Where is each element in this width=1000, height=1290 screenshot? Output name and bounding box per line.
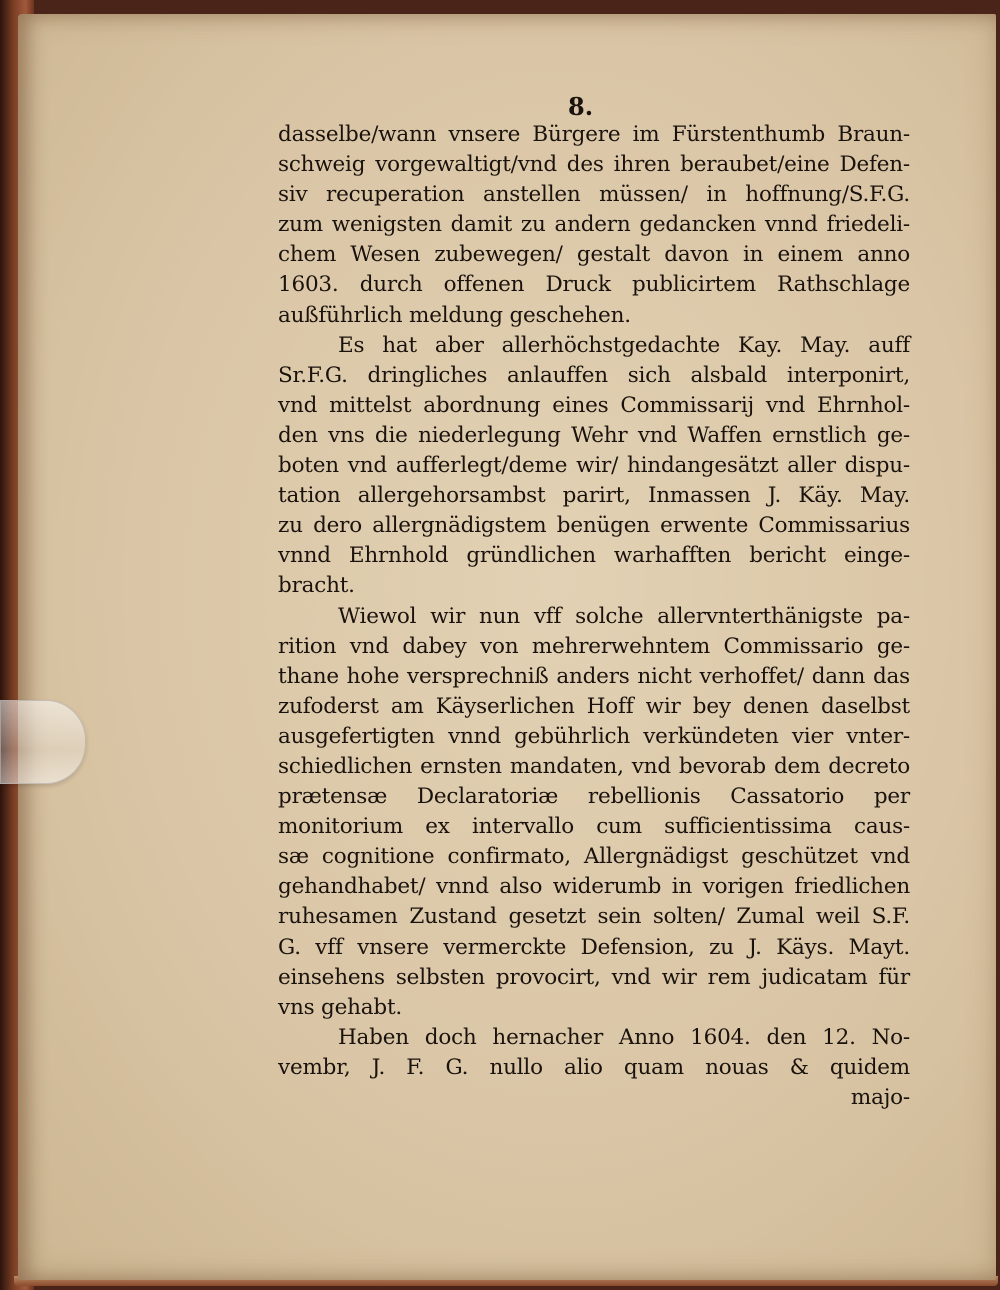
text-line: monitorium ex intervallo cum sufficientissima caus- <box>278 814 910 840</box>
text-line: 1603. durch offenen Druck publicirtem Rathschlage <box>278 272 910 298</box>
text-line: Haben doch hernacher Anno 1604. den 12. No- <box>338 1024 910 1050</box>
text-line: einsehens selbsten provocirt, vnd wir rem judicatam für <box>278 964 910 990</box>
text-line: vembr, J. F. G. nullo alio quam nouas & quidem <box>278 1054 910 1080</box>
catchword: majo- <box>850 1085 910 1110</box>
text-line: Es hat aber allerhöchstgedachte Kay. May. auff <box>338 332 910 358</box>
page-number: 8. <box>568 92 594 121</box>
paragraph-2 <box>278 331 910 602</box>
text-line: siv recuperation anstellen müssen/ in hoffnung/S.F.G. <box>278 182 910 208</box>
text-line: G. vff vnsere vermerckte Defension, zu J. Käys. Mayt. <box>278 934 910 960</box>
text-line: bracht. <box>278 573 355 599</box>
text-line: schweig vorgewaltigt/vnd des ihren beraubet/eine Defen- <box>278 152 910 178</box>
text-line: dasselbe/wann vnsere Bürgere im Fürstenthumb Braun- <box>278 122 910 147</box>
text-line: zu dero allergnädigstem benügen erwente Commissarius <box>278 513 910 539</box>
text-line: den vns die niederlegung Wehr vnd Waffen ernstlich ge- <box>278 422 910 448</box>
text-line: rition vnd dabey von mehrerwehntem Commissario ge- <box>278 633 910 659</box>
paragraph-1 <box>278 120 910 331</box>
text-line: außführlich meldung geschehen. <box>278 302 631 328</box>
text-line: zum wenigsten damit zu andern gedancken vnnd friedeli- <box>278 212 910 238</box>
text-line: chem Wesen zubewegen/ gestalt davon in einem anno <box>278 242 910 268</box>
paragraph-3 <box>278 602 910 1023</box>
text-line: vnd mittelst abordnung eines Commissarij vnd Ehrnhol- <box>278 392 910 418</box>
text-line: prætensæ Declaratoriæ rebellionis Cassatorio per <box>278 784 910 810</box>
text-line: vns gehabt. <box>278 994 403 1020</box>
text-line: vnnd Ehrnhold gründlichen warhafften bericht einge- <box>278 543 910 569</box>
page-clip <box>0 700 86 784</box>
header-space <box>278 90 910 120</box>
text-line: zufoderst am Käyserlichen Hoff wir bey denen daselbst <box>278 693 910 719</box>
text-line: ruhesamen Zustand gesetzt sein solten/ Zumal weil S.F. <box>278 904 910 930</box>
page-text <box>278 90 910 1113</box>
text-line: Wiewol wir nun vff solche allervnterthänigste pa- <box>338 603 910 629</box>
text-line: thane hohe versprechniß anders nicht verhoffet/ dann das <box>278 663 910 689</box>
text-line: tation allergehorsambst parirt, Inmassen J. Käy. May. <box>278 483 910 509</box>
text-line: sæ cognitione confirmato, Allergnädigst geschützet vnd <box>278 844 910 870</box>
paragraph-4 <box>278 1023 910 1083</box>
text-line: schiedlichen ernsten mandaten, vnd bevorab dem decreto <box>278 753 910 779</box>
text-line: ausgefertigten vnnd gebührlich verkündeten vier vnter- <box>278 723 910 749</box>
text-line: Sr.F.G. dringliches anlauffen sich alsbald interponirt, <box>278 362 910 388</box>
text-line: gehandhabet/ vnnd also widerumb in vorigen friedlichen <box>278 874 910 900</box>
text-line: boten vnd aufferlegt/deme wir/ hindangesätzt aller dispu- <box>278 453 910 479</box>
